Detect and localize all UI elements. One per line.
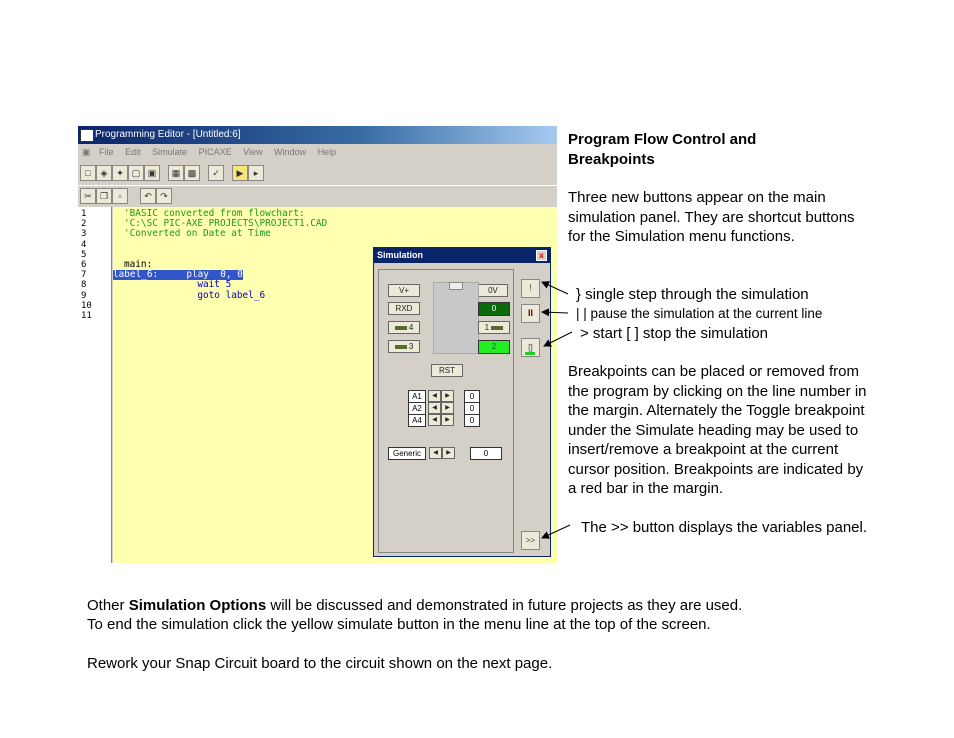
menu-view[interactable]: View [243,147,263,157]
edit-toolbar [78,185,557,208]
code-text: 'C:\SC PIC-AXE PROJECTS\PROJECT1.CAD [124,218,328,230]
output-pin-1[interactable] [478,321,510,334]
menu-help[interactable]: Help [317,147,337,157]
step-button[interactable]: ! [521,279,540,298]
vars-arrow [542,525,570,538]
wizard-icon[interactable]: ✦ [112,165,128,181]
undo-icon[interactable]: ↶ [140,188,156,204]
reset-button[interactable]: RST [431,364,463,377]
output-pin-2[interactable]: 2 [478,340,510,354]
redo-icon[interactable]: ↷ [156,188,172,204]
code-text: 'Converted on Date at Time [124,228,271,240]
output-pin-0[interactable]: 0 [478,302,510,316]
code-line[interactable] [113,229,557,239]
footer-rework: Rework your Snap Circuit board to the circuit shown on the next page. [87,655,553,672]
simulation-title: Simulation [377,250,424,260]
decrement-icon[interactable]: ◀ [428,402,441,414]
menu-edit[interactable]: Edit [125,147,141,157]
line-numbers[interactable] [81,209,111,321]
line-number[interactable]: 8 [81,280,87,291]
open-icon[interactable]: ▢ [128,165,144,181]
start-arrow [544,332,572,346]
increment-icon[interactable]: ▶ [441,414,454,426]
line-number[interactable]: 2 [81,219,87,230]
menu-simulate[interactable]: Simulate [152,147,188,157]
notes-vars: The >> button displays the variables panel. [581,519,868,536]
pause-button[interactable]: II [521,304,540,323]
line-number[interactable]: 11 [81,310,92,321]
doc-icon: ▣ [82,147,91,157]
cut-icon[interactable]: ✂ [80,188,96,204]
generic-value: 0 [470,447,502,460]
footer-other [87,596,907,616]
analog-label: A1 [408,390,426,403]
line-number[interactable]: 10 [81,300,92,311]
line-number[interactable]: 1 [81,209,87,219]
program-icon[interactable]: ▸ [248,165,264,181]
vplus-label: V+ [388,284,420,297]
editor-menu-bar [78,144,557,161]
pin-1-label: 1 [484,323,490,332]
notes-intro: Three new buttons appear on the main simulation panel. They are shortcut buttons for the Simulation menu functions. [568,189,855,245]
increment-icon[interactable]: ▶ [441,402,454,414]
line-number[interactable]: 7 [81,270,87,281]
new-icon[interactable]: □ [80,165,96,181]
code-text: goto label_6 [124,289,266,301]
menu-file[interactable]: File [99,147,114,157]
simulation-panel [378,269,514,553]
simulation-title-bar [374,248,550,263]
editor-screenshot [78,126,557,563]
analog-value: 0 [464,390,480,403]
app-icon [80,129,94,142]
notes-start-stop: > start [ ] stop the simulation [580,325,769,342]
editor-title: Programming Editor - [Untitled:6] [95,129,241,140]
decrement-icon[interactable]: ◀ [429,447,442,459]
analog-label: A4 [408,414,426,427]
code-text: wait 5 [124,279,232,291]
increment-icon[interactable]: ▶ [441,390,454,402]
increment-icon[interactable]: ▶ [442,447,455,459]
code-text: 'BASIC converted from flowchart: [124,208,305,219]
footer-end-line: To end the simulation click the yellow simulate button in the menu line at the top of the screen. [87,616,711,633]
line-number[interactable]: 5 [81,249,87,260]
input-pin-4[interactable] [388,321,420,334]
chip-graphic [433,282,479,354]
notes-pause: | | pause the simulation at the current line [576,306,823,321]
simulation-window [373,247,551,557]
line-number[interactable]: 9 [81,290,87,301]
notes-heading: Program Flow Control and Breakpoints [568,131,757,168]
code-text: label_6: play 0, 0 [113,269,243,281]
line-number[interactable]: 4 [81,239,87,250]
analog-value: 0 [464,414,480,427]
notes-breakpoints: Breakpoints can be placed or removed from the program by clicking on the line number in the margin. Alternately the Toggle breakpoint under the Simulate heading may be used to insert/remove a breakpoint at the current cursor position. Breakpoints are indicated by a red bar in the margin. [568,363,867,497]
flowchart-icon[interactable]: ◈ [96,165,112,181]
pause-arrow [542,312,568,313]
menu-window[interactable]: Window [274,147,307,157]
menu-picaxe[interactable]: PICAXE [198,147,232,157]
input-pin-3[interactable] [388,340,420,353]
footer-other-bold: Simulation Options [128,597,267,614]
print-icon[interactable]: ▦ [168,165,184,181]
line-number[interactable]: 3 [81,229,87,240]
code-text: main: [124,258,153,270]
close-icon[interactable]: x [536,250,547,261]
paste-icon[interactable]: ▫ [112,188,128,204]
copy-icon[interactable]: ❐ [96,188,112,204]
step-arrow [542,282,568,294]
generic-select[interactable]: Generic [388,447,426,460]
zerov-label: 0V [478,284,508,297]
line-number-gutter[interactable] [78,207,112,563]
stop-glyph: [] [528,343,533,352]
editor-title-bar [78,126,557,144]
footer-other-suffix: will be discussed and demonstrated in future projects as they are used. [266,597,743,614]
options-icon[interactable]: ▩ [184,165,200,181]
rxd-label: RXD [388,302,420,315]
save-icon[interactable]: ▣ [144,165,160,181]
decrement-icon[interactable]: ◀ [428,390,441,402]
line-number[interactable]: 6 [81,259,87,270]
analog-value: 0 [464,402,480,415]
check-icon[interactable]: ✓ [208,165,224,181]
decrement-icon[interactable]: ◀ [428,414,441,426]
main-toolbar [78,163,557,183]
footer-other-prefix: Other [87,597,129,614]
simulate-icon[interactable]: ▶ [232,165,248,181]
analog-label: A2 [408,402,426,415]
pin-3-label: 3 [408,342,414,351]
notes-step: } single step through the simulation [576,286,809,303]
variables-button[interactable]: >> [521,531,540,550]
pin-4-label: 4 [408,323,414,332]
